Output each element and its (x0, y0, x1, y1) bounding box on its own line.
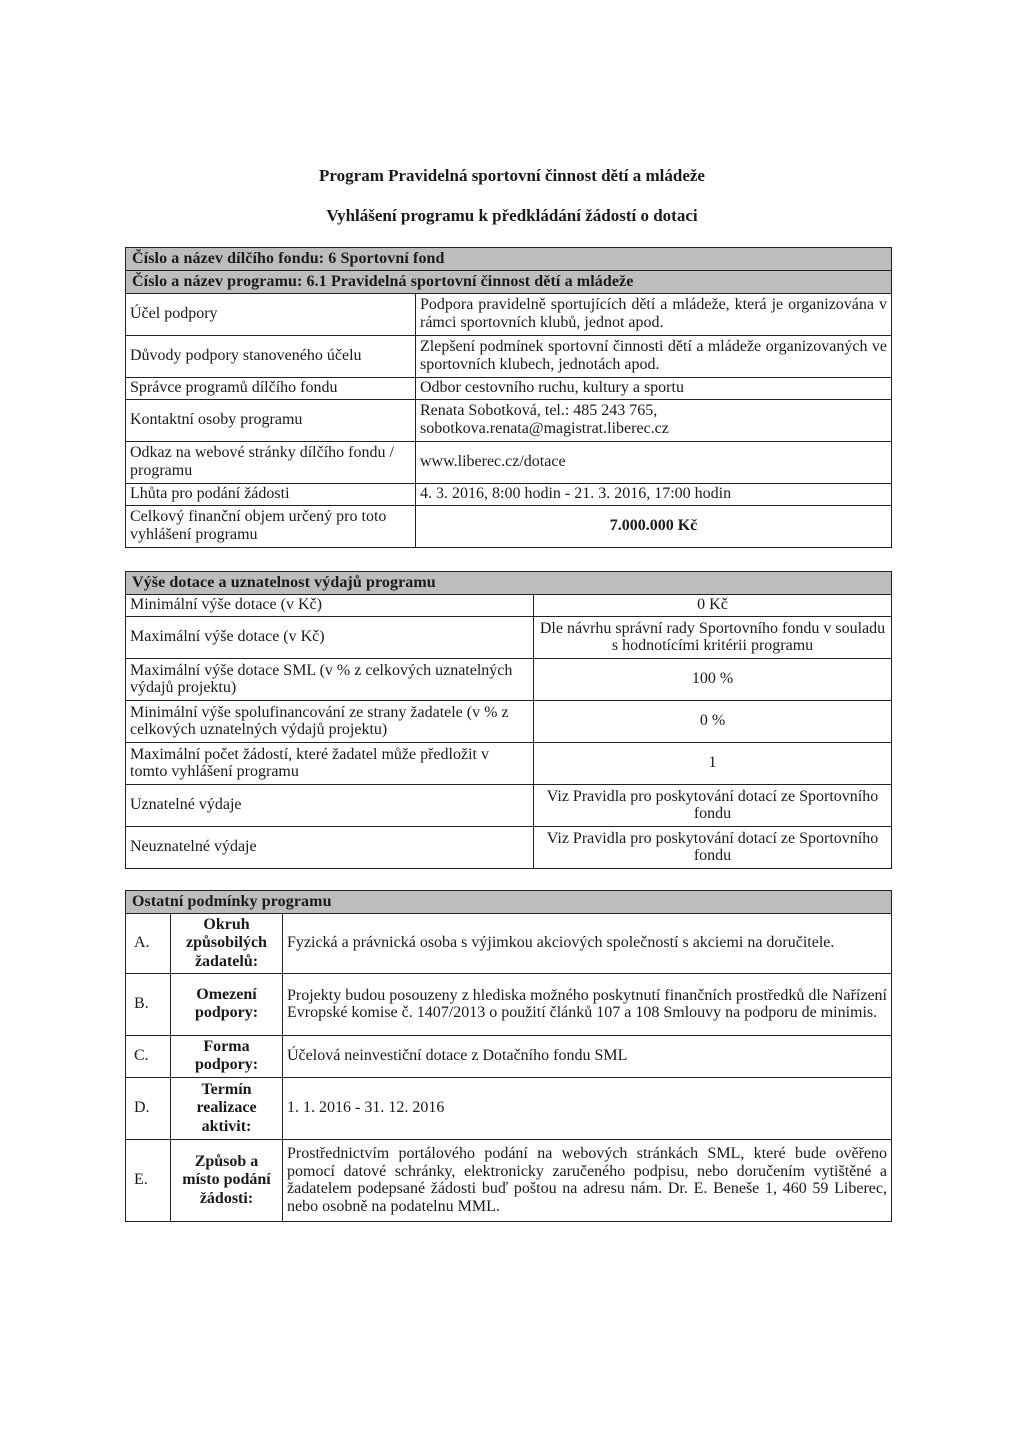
condition-value: 1. 1. 2016 - 31. 12. 2016 (283, 1077, 892, 1139)
subsidy-label: Neuznatelné výdaje (126, 826, 534, 868)
condition-letter: D. (126, 1077, 171, 1139)
subsidy-label: Maximální výše dotace SML (v % z celkových uznatelných výdajů projektu) (126, 658, 534, 700)
info-label: Kontaktní osoby programu (126, 399, 416, 441)
conditions-header: Ostatní podmínky programu (126, 891, 892, 914)
total-amount: 7.000.000 Kč (416, 505, 892, 547)
contact-value: Renata Sobotková, tel.: 485 243 765, sobotkova.renata@magistrat.liberec.cz (416, 399, 892, 441)
condition-letter: E. (126, 1139, 171, 1221)
info-label: Odkaz na webové stránky dílčího fondu / programu (126, 441, 416, 483)
info-label: Účel podpory (126, 293, 416, 335)
subsidy-value: Viz Pravidla pro poskytování dotací ze Sportovního fondu (534, 784, 892, 826)
subsidy-value: 0 Kč (534, 594, 892, 616)
info-value: Podpora pravidelně sportujících dětí a mládeže, která je organizována v rámci sportovních klubů, jednot apod. (416, 293, 892, 335)
condition-letter: B. (126, 973, 171, 1035)
subsidy-label: Uznatelné výdaje (126, 784, 534, 826)
page-title: Program Pravidelná sportovní činnost dětí a mládeže (319, 166, 705, 185)
subsidy-value: Viz Pravidla pro poskytování dotací ze Sportovního fondu (534, 826, 892, 868)
condition-label: Omezení podpory: (171, 973, 283, 1035)
condition-value: Prostřednictvím portálového podání na webových stránkách SML, které bude ověřeno pomocí datové schránky, elektronicky zaručeného podpisu, nebo doručením vytištěné a žadatelem podepsané žádosti buď poštou na adresu nám. Dr. E. Beneše 1, 460 59 Liberec, nebo osobně na podatelnu MML. (283, 1139, 892, 1221)
condition-letter: C. (126, 1035, 171, 1077)
subsidy-table (125, 571, 892, 869)
subsidy-label: Maximální počet žádostí, které žadatel může předložit v tomto vyhlášení programu (126, 742, 534, 784)
condition-label: Způsob a místo podání žádosti: (171, 1139, 283, 1221)
subsidy-value: 100 % (534, 658, 892, 700)
condition-value: Projekty budou posouzeny z hlediska možného poskytnutí finančních prostředků dle Nařízení Evropské komise č. 1407/2013 o použití článků 107 a 108 Smlouvy na podporu de minimis. (283, 973, 892, 1035)
subsidy-value: 0 % (534, 700, 892, 742)
web-link[interactable]: www.liberec.cz/dotace (416, 441, 892, 483)
condition-value: Fyzická a právnická osoba s výjimkou akciových společností s akciemi na doručitele. (283, 913, 892, 973)
condition-label: Forma podpory: (171, 1035, 283, 1077)
info-label: Správce programů dílčího fondu (126, 377, 416, 399)
fund-header: Číslo a název dílčího fondu: 6 Sportovní fond (126, 248, 892, 271)
info-label: Celkový finanční objem určený pro toto vyhlášení programu (126, 505, 416, 547)
condition-label: Termín realizace aktivit: (171, 1077, 283, 1139)
subsidy-label: Maximální výše dotace (v Kč) (126, 616, 534, 658)
info-value: 4. 3. 2016, 8:00 hodin - 21. 3. 2016, 17:00 hodin (416, 483, 892, 505)
info-label: Důvody podpory stanoveného účelu (126, 335, 416, 377)
info-label: Lhůta pro podání žádosti (126, 483, 416, 505)
condition-letter: A. (126, 913, 171, 973)
program-info-table (125, 247, 892, 548)
condition-label: Okruh způsobilých žadatelů: (171, 913, 283, 973)
info-value: Zlepšení podmínek sportovní činnosti dětí a mládeže organizovaných ve sportovních klubech, jednotách apod. (416, 335, 892, 377)
subsidy-header: Výše dotace a uznatelnost výdajů programu (126, 572, 892, 595)
subsidy-value: Dle návrhu správní rady Sportovního fondu v souladu s hodnotícími kritérii programu (534, 616, 892, 658)
subsidy-label: Minimální výše spolufinancování ze strany žadatele (v % z celkových uznatelných výdajů projektu) (126, 700, 534, 742)
condition-value: Účelová neinvestiční dotace z Dotačního fondu SML (283, 1035, 892, 1077)
info-value: Odbor cestovního ruchu, kultury a sportu (416, 377, 892, 399)
subsidy-label: Minimální výše dotace (v Kč) (126, 594, 534, 616)
subsidy-value: 1 (534, 742, 892, 784)
page-subtitle: Vyhlášení programu k předkládání žádostí o dotaci (326, 206, 698, 225)
program-header: Číslo a název programu: 6.1 Pravidelná sportovní činnost dětí a mládeže (126, 270, 892, 293)
conditions-table (125, 890, 892, 1222)
